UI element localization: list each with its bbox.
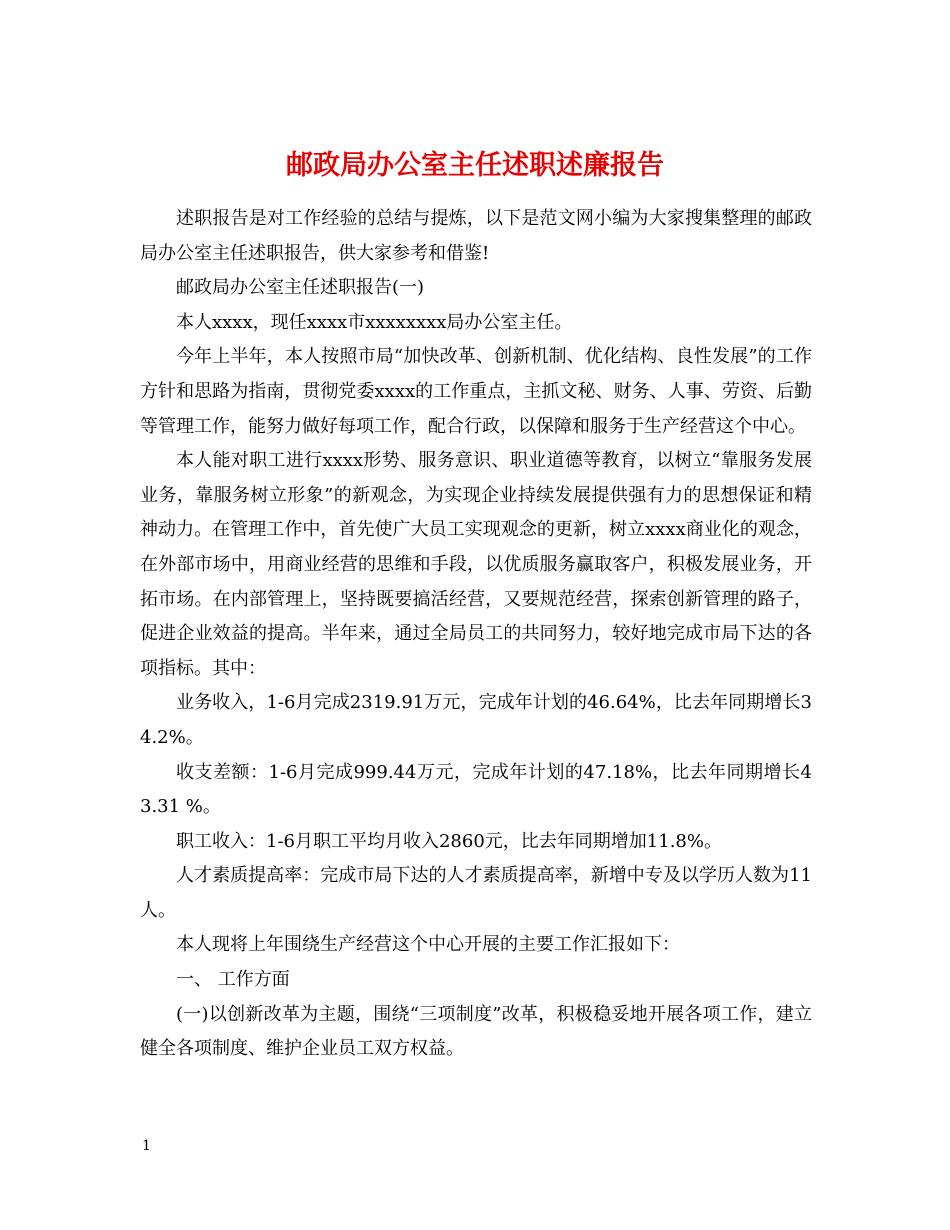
paragraph-report-summary: 本人现将上年围绕生产经营这个中心开展的主要工作汇报如下：	[176, 934, 680, 956]
document-body	[140, 202, 812, 1067]
paragraph-intro: 述职报告是对工作经验的总结与提炼，以下是范文网小编为大家搜集整理的邮政局办公室主任述职报告，供大家参考和借鉴!	[140, 208, 812, 264]
paragraph-balance: 收支差额：1-6月完成999.44万元，完成年计划的47.18%，比去年同期增长43.31 %。	[140, 761, 812, 818]
document-title: 邮政局办公室主任述职述廉报告	[286, 150, 664, 182]
paragraph-staff-income: 职工收入：1-6月职工平均月收入2860元，比去年同期增加11.8%。	[176, 830, 722, 852]
section-heading-work: 一、 工作方面	[176, 969, 290, 991]
paragraph-report-heading: 邮政局办公室主任述职报告(一)	[176, 277, 425, 299]
paragraph-management: 本人能对职工进行xxxx形势、服务意识、职业道德等教育，以树立“靠服务发展业务，靠服务树立形象”的新观念，为实现企业持续发展提供强有力的思想保证和精神动力。在管理工作中，首先使广大员工实现观念的更新，树立xxxx商业化的观念，在外部市场中，用商业经营的思维和手段，以优质服务赢取客户，积极发展业务，开拓市场。在内部管理上，坚持既要搞活经营，又要规范经营，探索创新管理的路子，促进企业效益的提高。半年来，通过全局员工的共同努力，较好地完成市局下达的各项指标。其中：	[140, 450, 812, 679]
paragraph-self-intro: 本人xxxx，现任xxxx市xxxxxxxx局办公室主任。	[176, 311, 573, 333]
paragraph-work-guidance: 今年上半年，本人按照市局“加快改革、创新机制、优化结构、良性发展”的工作方针和思路为指南，贯彻党委xxxx的工作重点，主抓文秘、财务、人事、劳资、后勤等管理工作，能努力做好每项工作，配合行政，以保障和服务于生产经营这个中心。	[140, 346, 812, 437]
paragraph-talent-quality: 人才素质提高率：完成市局下达的人才素质提高率，新增中专及以学历人数为11人。	[140, 865, 812, 921]
page-number: 1	[142, 1138, 151, 1154]
paragraph-reform: (一)以创新改革为主题，围绕“三项制度”改革，积极稳妥地开展各项工作，建立健全各项制度、维护企业员工双方权益。	[140, 1003, 812, 1060]
paragraph-business-income: 业务收入，1-6月完成2319.91万元，完成年计划的46.64%，比去年同期增长34.2%。	[140, 692, 812, 748]
